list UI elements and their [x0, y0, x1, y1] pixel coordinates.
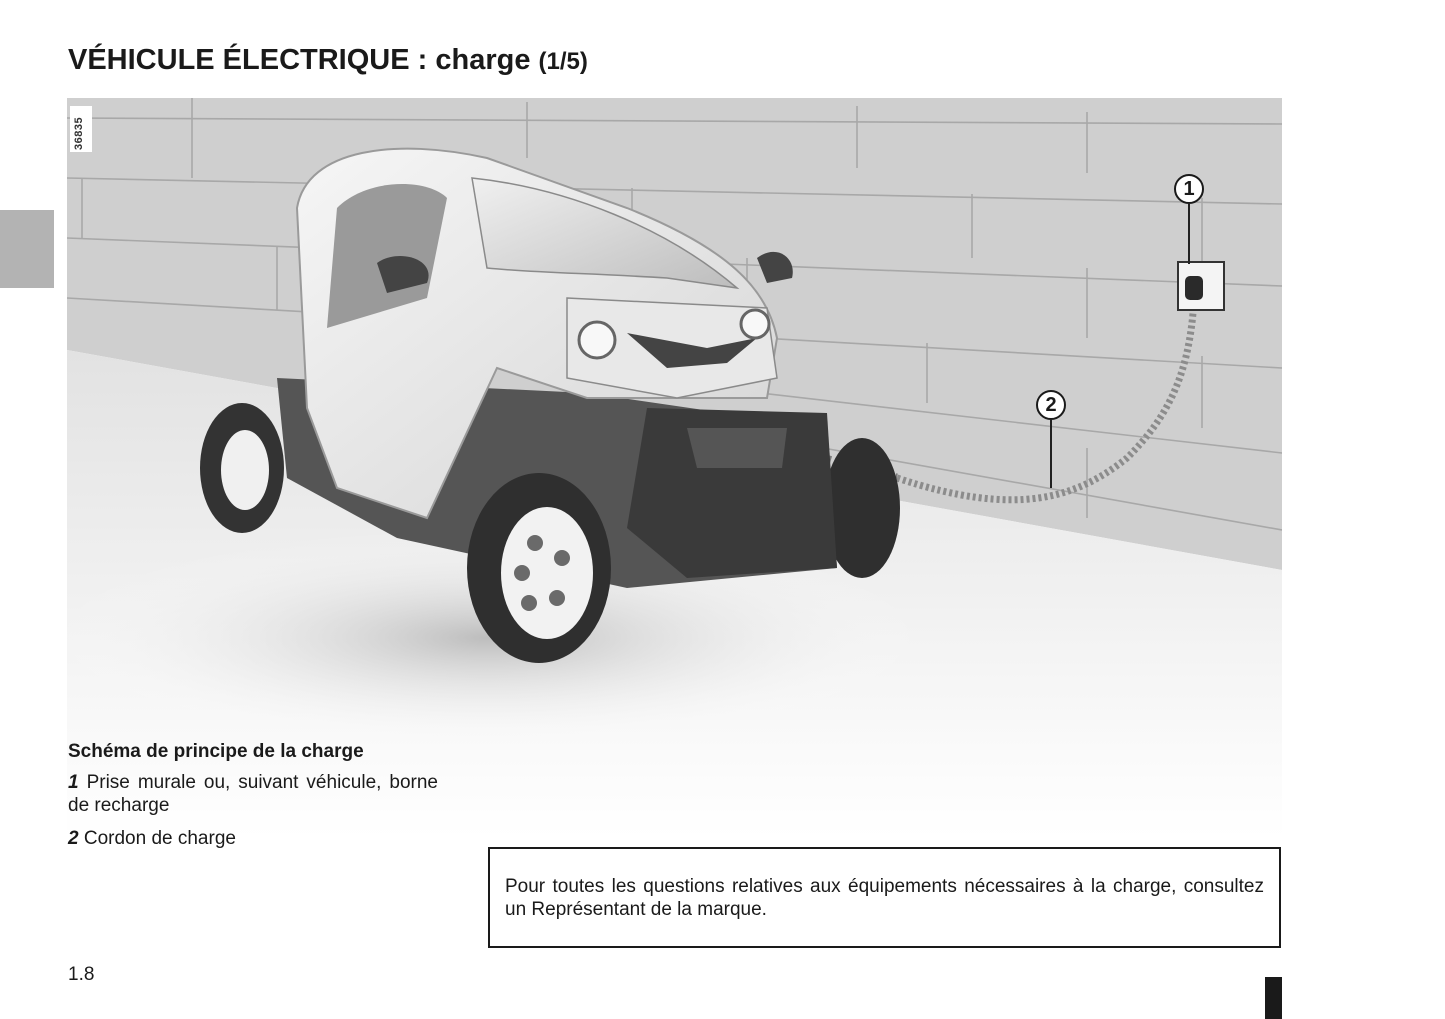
- caption-item-2: [68, 827, 438, 850]
- caption-item-number: 2: [68, 828, 79, 849]
- notice-text: Pour toutes les questions relatives aux équipements nécessaires à la charge, consultez un Représentant de la marque.: [505, 876, 1264, 920]
- callout-2: 2: [1036, 390, 1066, 420]
- page-title-main: VÉHICULE ÉLECTRIQUE : charge: [68, 44, 531, 76]
- electric-car-charging-icon: [67, 98, 1282, 838]
- page-title: [68, 44, 588, 77]
- notice-box: [488, 847, 1281, 948]
- caption-item-text: Prise murale ou, suivant véhicule, borne de recharge: [68, 772, 438, 816]
- page-edge-marker: [1265, 977, 1282, 1019]
- caption-item-1: [68, 771, 438, 817]
- caption-heading: Schéma de principe de la charge: [68, 741, 364, 762]
- page-title-suffix: (1/5): [538, 48, 588, 75]
- chapter-side-tab: [0, 210, 54, 288]
- figure-reference-number: 36835: [73, 116, 85, 150]
- caption-item-number: 1: [68, 772, 79, 793]
- page-number: 1.8: [68, 964, 95, 985]
- callout-1: 1: [1174, 174, 1204, 204]
- charging-illustration: [67, 98, 1282, 838]
- figure-reference: [70, 106, 92, 152]
- figure-caption: [68, 740, 438, 860]
- caption-item-text: Cordon de charge: [83, 828, 236, 849]
